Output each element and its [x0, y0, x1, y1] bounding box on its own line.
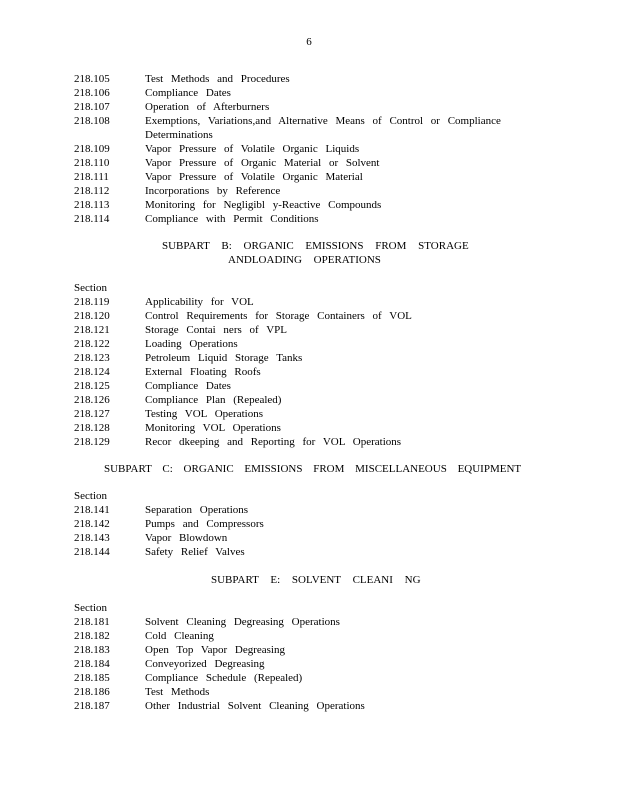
- section-number: 218.107: [74, 101, 110, 113]
- section-number: 218.112: [74, 185, 110, 197]
- section-number: 218.108: [74, 115, 110, 127]
- section-number: 218.144: [74, 546, 110, 558]
- subpart-b-heading-line2: ANDLOADING OPERATIONS: [228, 254, 381, 266]
- section-title: Test Methods: [145, 686, 210, 698]
- section-title: Recor dkeeping and Reporting for VOL Operations: [145, 436, 402, 448]
- section-number: 218.184: [74, 658, 110, 670]
- section-title: Petroleum Liquid Storage Tanks: [145, 352, 303, 364]
- section-number: 218.111: [74, 171, 109, 183]
- section-title: External Floating Roofs: [145, 366, 261, 378]
- section-label: Section: [74, 602, 107, 614]
- section-title: Conveyorized Degreasing: [145, 658, 265, 670]
- section-title: Loading Operations: [145, 338, 238, 350]
- section-number: 218.141: [74, 504, 110, 516]
- section-title: Vapor Pressure of Volatile Organic Material: [145, 171, 363, 183]
- section-title: Compliance Dates: [145, 87, 231, 99]
- section-number: 218.120: [74, 310, 110, 322]
- section-title: Other Industrial Solvent Cleaning Operations: [145, 700, 365, 712]
- section-number: 218.187: [74, 700, 110, 712]
- section-title: Vapor Pressure of Organic Material or Solvent: [145, 157, 380, 169]
- section-title: Vapor Blowdown: [145, 532, 228, 544]
- section-title: Monitoring for Negligibl y-Reactive Compounds: [145, 199, 382, 211]
- section-title: Test Methods and Procedures: [145, 73, 290, 85]
- section-number: 218.128: [74, 422, 110, 434]
- section-title: Exemptions, Variations,and Alternative Means of Control or Compliance: [145, 115, 501, 127]
- section-number: 218.185: [74, 672, 110, 684]
- section-title: Compliance Plan (Repealed): [145, 394, 282, 406]
- section-number: 218.182: [74, 630, 110, 642]
- section-title: Compliance with Permit Conditions: [145, 213, 319, 225]
- section-title: Operation of Afterburners: [145, 101, 270, 113]
- section-number: 218.109: [74, 143, 110, 155]
- section-number: 218.183: [74, 644, 110, 656]
- section-title: Incorporations by Reference: [145, 185, 281, 197]
- section-number: 218.121: [74, 324, 110, 336]
- section-label: Section: [74, 282, 107, 294]
- section-title: Solvent Cleaning Degreasing Operations: [145, 616, 340, 628]
- section-number: 218.119: [74, 296, 110, 308]
- section-title: Testing VOL Operations: [145, 408, 263, 420]
- page-number: 6: [306, 36, 312, 48]
- section-number: 218.114: [74, 213, 110, 225]
- section-title: Open Top Vapor Degreasing: [145, 644, 285, 656]
- section-number: 218.110: [74, 157, 110, 169]
- section-title: Separation Operations: [145, 504, 249, 516]
- section-label: Section: [74, 490, 107, 502]
- section-number: 218.186: [74, 686, 110, 698]
- section-title: Monitoring VOL Operations: [145, 422, 281, 434]
- subpart-c-heading: SUBPART C: ORGANIC EMISSIONS FROM MISCELLANEOUS EQUIPMENT: [104, 463, 522, 475]
- section-number: 218.123: [74, 352, 110, 364]
- section-number: 218.129: [74, 436, 110, 448]
- section-number: 218.124: [74, 366, 110, 378]
- section-title: Vapor Pressure of Volatile Organic Liquids: [145, 143, 360, 155]
- section-title: Cold Cleaning: [145, 630, 214, 642]
- section-number: 218.106: [74, 87, 110, 99]
- section-number: 218.142: [74, 518, 110, 530]
- section-title: Storage Contai ners of VPL: [145, 324, 288, 336]
- section-number: 218.143: [74, 532, 110, 544]
- section-title: Applicability for VOL: [145, 296, 254, 308]
- section-title: Compliance Dates: [145, 380, 231, 392]
- subpart-e-heading: SUBPART E: SOLVENT CLEANI NG: [211, 574, 421, 586]
- section-title: Safety Relief Valves: [145, 546, 245, 558]
- section-title: Control Requirements for Storage Containers of VOL: [145, 310, 412, 322]
- subpart-b-heading: SUBPART B: ORGANIC EMISSIONS FROM STORAGE: [162, 240, 469, 252]
- section-number: 218.125: [74, 380, 110, 392]
- section-number: 218.126: [74, 394, 110, 406]
- section-number: 218.181: [74, 616, 110, 628]
- section-number: 218.113: [74, 199, 110, 211]
- section-number: 218.122: [74, 338, 110, 350]
- section-title: Pumps and Compressors: [145, 518, 264, 530]
- section-number: 218.127: [74, 408, 110, 420]
- section-title: Compliance Schedule (Repealed): [145, 672, 303, 684]
- section-title-continuation: Determinations: [145, 129, 213, 141]
- section-number: 218.105: [74, 73, 110, 85]
